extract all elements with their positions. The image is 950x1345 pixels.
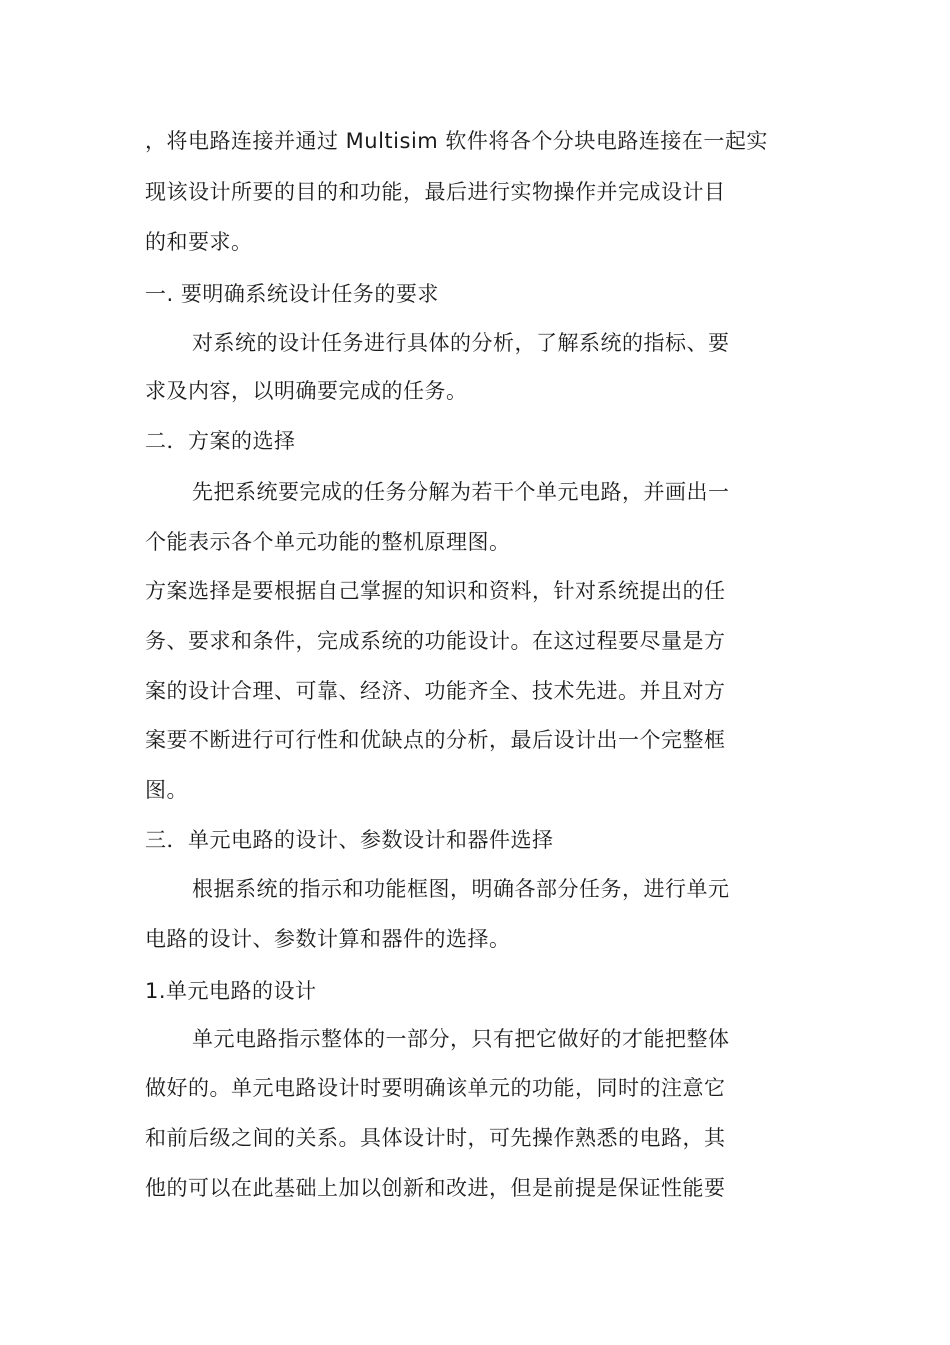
text-line: 他的可以在此基础上加以创新和改进，但是前提是保证性能要 [145, 1176, 726, 1200]
subsection-heading: 1.单元电路的设计 [145, 979, 317, 1003]
text-line: 务、要求和条件，完成系统的功能设计。在这过程要尽量是方 [145, 629, 726, 653]
text-line: 根据系统的指示和功能框图，明确各部分任务，进行单元 [192, 877, 730, 901]
section-heading: 三．单元电路的设计、参数设计和器件选择 [145, 828, 554, 852]
text-line: ，将电路连接并通过 Multisim 软件将各个分块电路连接在一起实 [145, 129, 768, 153]
text-line: 方案选择是要根据自己掌握的知识和资料，针对系统提出的任 [145, 579, 726, 603]
text-line: 和前后级之间的关系。具体设计时，可先操作熟悉的电路，其 [145, 1126, 726, 1150]
text-line: 图。 [145, 778, 188, 802]
text-line: 单元电路指示整体的一部分，只有把它做好的才能把整体 [192, 1027, 730, 1051]
text-line: 对系统的设计任务进行具体的分析，了解系统的指标、要 [192, 331, 730, 355]
text-line: 现该设计所要的目的和功能，最后进行实物操作并完成设计目 [145, 180, 726, 204]
text-line: 求及内容，以明确要完成的任务。 [145, 379, 468, 403]
text-line: 做好的。单元电路设计时要明确该单元的功能，同时的注意它 [145, 1076, 726, 1100]
text-line: 案的设计合理、可靠、经济、功能齐全、技术先进。并且对方 [145, 679, 726, 703]
text-line: 先把系统要完成的任务分解为若干个单元电路，并画出一 [192, 480, 730, 504]
text-line: 案要不断进行可行性和优缺点的分析，最后设计出一个完整框 [145, 728, 726, 752]
section-heading: 二．方案的选择 [145, 429, 296, 453]
text-line: 电路的设计、参数计算和器件的选择。 [145, 927, 511, 951]
text-line: 的和要求。 [145, 230, 253, 254]
text-line: 个能表示各个单元功能的整机原理图。 [145, 530, 511, 554]
section-heading: 一. 要明确系统设计任务的要求 [145, 282, 439, 306]
